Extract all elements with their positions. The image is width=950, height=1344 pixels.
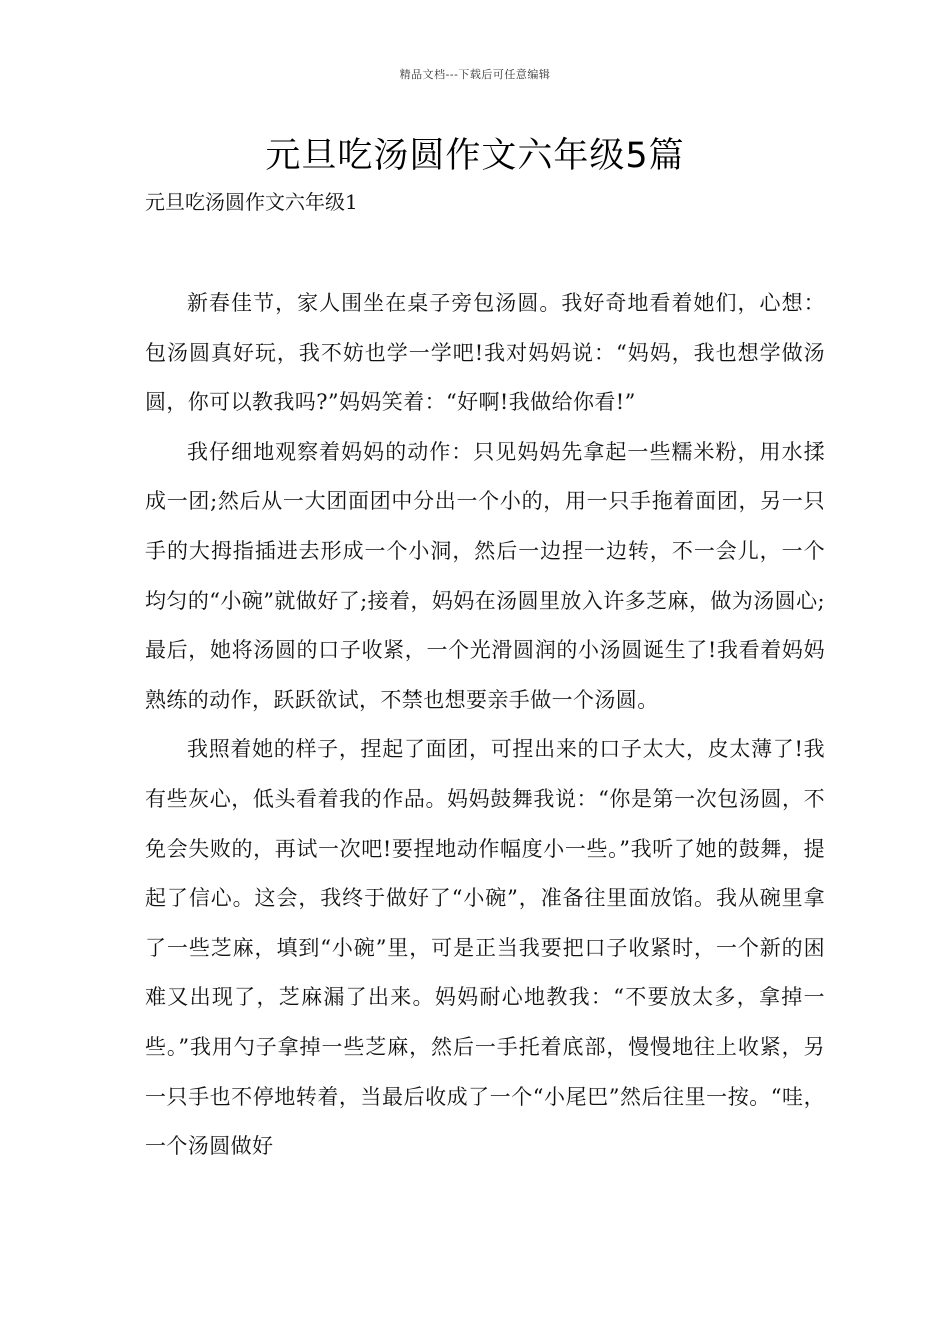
section-subtitle: 元旦吃汤圆作文六年级1 [145,190,358,214]
body-text [145,279,825,1172]
paragraph: 我照着她的样子，捏起了面团，可捏出来的口子太大，皮太薄了!我有些灰心，低头看着我的作品。妈妈鼓舞我说：“你是第一次包汤圆，不免会失败的，再试一次吧!要捏地动作幅度小一些。”我听了她的鼓舞，提起了信心。这会，我终于做好了“小碗”，准备往里面放馅。我从碗里拿了一些芝麻，填到“小碗”里，可是正当我要把口子收紧时，一个新的困难又出现了，芝麻漏了出来。妈妈耐心地教我：“不要放太多，拿掉一些。”我用勺子拿掉一些芝麻，然后一手托着底部，慢慢地往上收紧，另一只手也不停地转着，当最后收成了一个“小尾巴”然后往里一按。“哇，一个汤圆做好 [145,737,825,1159]
paragraph: 新春佳节，家人围坐在桌子旁包汤圆。我好奇地看着她们，心想：包汤圆真好玩，我不妨也学一学吧!我对妈妈说：“妈妈，我也想学做汤圆，你可以教我吗?”妈妈笑着：“好啊!我做给你看!” [145,291,825,415]
paragraph: 我仔细地观察着妈妈的动作：只见妈妈先拿起一些糯米粉，用水揉成一团;然后从一大团面团中分出一个小的，用一只手拖着面团，另一只手的大拇指插进去形成一个小洞，然后一边捏一边转，不一会儿，一个均匀的“小碗”就做好了;接着，妈妈在汤圆里放入许多芝麻，做为汤圆心;最后，她将汤圆的口子收紧，一个光滑圆润的小汤圆诞生了!我看着妈妈熟练的动作，跃跃欲试，不禁也想要亲手做一个汤圆。 [145,439,825,712]
document-title: 元旦吃汤圆作文六年级5篇 [265,136,685,176]
header-note: 精品文档---下载后可任意编辑 [399,68,551,81]
